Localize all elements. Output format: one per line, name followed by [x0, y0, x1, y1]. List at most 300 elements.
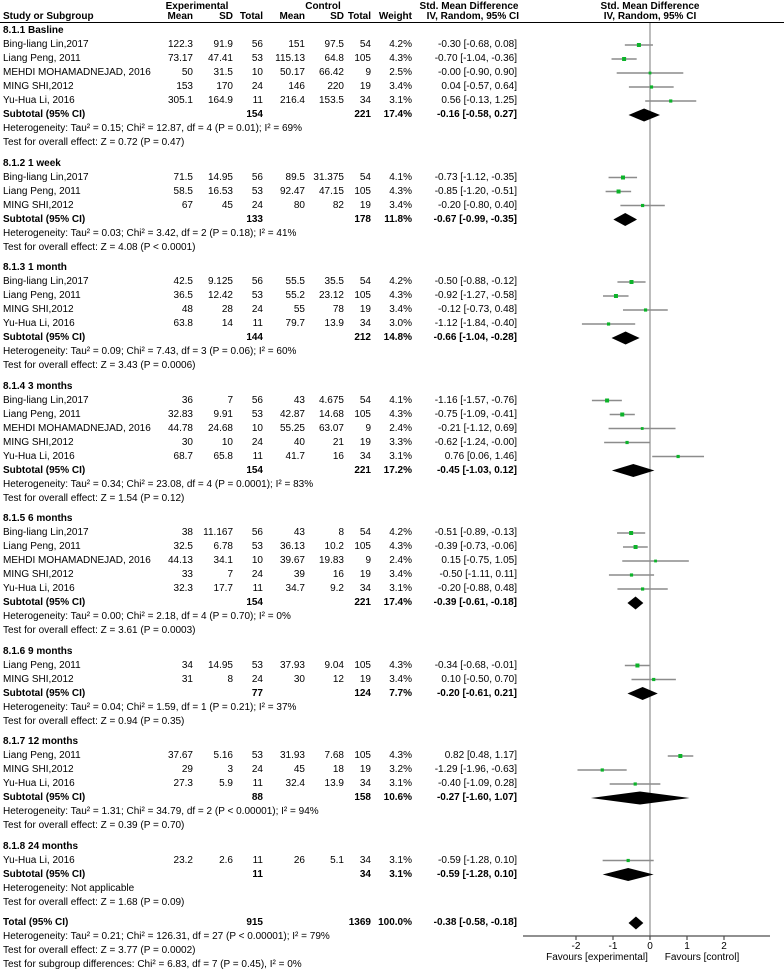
cell-smd-ci: 0.04 [-0.57, 0.64]	[441, 81, 517, 92]
cell-smd-ci: -0.59 [-1.28, 0.10]	[438, 854, 517, 866]
cell-sd-experimental: 24.68	[207, 422, 233, 434]
effect-marker	[607, 322, 610, 325]
cell-total-control: 19	[359, 673, 371, 685]
cell-sd-control: 14.68	[318, 408, 344, 420]
cell-weight: 11.8%	[384, 213, 412, 225]
overall-test-line: Test for overall effect: Z = 1.68 (P = 0.09)	[3, 896, 185, 908]
cell-total-control: 34	[359, 778, 371, 789]
cell-sd-experimental: 28	[221, 304, 233, 315]
heterogeneity-line: Heterogeneity: Tau² = 0.04; Chi² = 1.59, df = 1 (P = 0.21); I² = 37%	[3, 701, 297, 713]
subtotal-diamond	[627, 687, 657, 700]
cell-mean-control: 45	[293, 764, 305, 775]
heterogeneity-line: Heterogeneity: Tau² = 0.34; Chi² = 23.08, df = 4 (P = 0.0001); I² = 83%	[3, 478, 314, 490]
cell-study-name: Subtotal (95% CI)	[3, 687, 86, 699]
cell-mean-experimental: 32.3	[173, 583, 193, 594]
cell-total-experimental: 11	[252, 778, 263, 789]
subtotal-diamond	[612, 464, 655, 477]
section-label: 8.1.7 12 months	[3, 736, 79, 747]
cell-mean-experimental: 50	[181, 67, 193, 78]
effect-marker	[641, 204, 644, 207]
cell-mean-control: 41.7	[285, 450, 305, 462]
cell-total-experimental: 53	[251, 750, 263, 761]
cell-mean-control: 34.7	[285, 583, 305, 594]
cell-study-name: MING SHI,2012	[3, 764, 74, 775]
cell-total-control: 105	[354, 185, 371, 197]
cell-weight: 100.0%	[378, 917, 412, 928]
cell-mean-experimental: 34	[181, 659, 193, 671]
total-control-header: Total	[347, 11, 371, 22]
cell-total-experimental: 53	[251, 185, 263, 197]
total-diamond	[629, 917, 644, 930]
effect-marker	[621, 176, 625, 180]
cell-total-control: 54	[359, 527, 371, 538]
cell-smd-ci: -0.50 [-1.11, 0.11]	[439, 569, 517, 580]
cell-weight: 4.3%	[389, 185, 412, 197]
cell-total-control: 1369	[348, 917, 371, 928]
cell-mean-control: 36.13	[279, 541, 305, 552]
heterogeneity-line: Heterogeneity: Tau² = 0.15; Chi² = 12.87, df = 4 (P = 0.01); I² = 69%	[3, 123, 302, 134]
cell-sd-experimental: 31.5	[213, 67, 233, 78]
cell-total-experimental: 24	[251, 81, 263, 92]
cell-smd-ci: -0.51 [-0.89, -0.13]	[434, 527, 517, 538]
cell-total-control: 54	[359, 171, 371, 183]
cell-weight: 3.1%	[389, 854, 412, 866]
cell-mean-control: 43	[293, 394, 305, 406]
cell-mean-experimental: 33	[181, 569, 193, 580]
section-label: 8.1.6 9 months	[3, 645, 73, 657]
cell-smd-ci: -0.00 [-0.90, 0.90]	[438, 67, 517, 78]
cell-sd-control: 4.675	[318, 394, 344, 406]
cell-total-control: 34	[359, 868, 371, 880]
effect-marker	[641, 587, 644, 590]
cell-mean-experimental: 32.5	[173, 541, 193, 552]
cell-sd-experimental: 164.9	[207, 95, 233, 106]
cell-study-name: Liang Peng, 2011	[3, 290, 81, 301]
cell-sd-experimental: 9.91	[213, 408, 233, 420]
cell-total-experimental: 53	[251, 408, 263, 420]
effect-marker	[617, 190, 621, 194]
cell-total-control: 105	[354, 750, 371, 761]
cell-total-experimental: 53	[251, 290, 263, 301]
cell-mean-control: 55.25	[279, 422, 305, 434]
cell-sd-control: 5.1	[330, 854, 344, 866]
cell-study-name: Liang Peng, 2011	[3, 408, 81, 420]
cell-mean-control: 89.5	[285, 171, 305, 183]
mean-control-header: Mean	[279, 11, 305, 22]
cell-total-experimental: 56	[251, 276, 263, 287]
cell-sd-experimental: 91.9	[213, 39, 233, 50]
cell-sd-control: 78	[332, 304, 344, 315]
cell-total-control: 34	[359, 854, 371, 866]
cell-sd-control: 16	[332, 450, 344, 462]
cell-study-name: Yu-Hua Li, 2016	[3, 854, 75, 866]
cell-total-control: 54	[359, 276, 371, 287]
cell-study-name: Bing-liang Lin,2017	[3, 39, 89, 50]
cell-weight: 4.2%	[389, 276, 412, 287]
cell-total-experimental: 77	[251, 687, 263, 699]
cell-mean-control: 79.7	[285, 318, 305, 329]
effect-marker	[625, 441, 628, 444]
effect-marker	[669, 99, 672, 102]
cell-mean-experimental: 32.83	[167, 408, 193, 420]
effect-marker	[629, 531, 633, 535]
cell-sd-control: 9.2	[330, 583, 344, 594]
cell-weight: 3.2%	[389, 764, 412, 775]
cell-weight: 3.4%	[389, 81, 412, 92]
cell-total-control: 54	[359, 39, 371, 50]
cell-total-experimental: 53	[251, 659, 263, 671]
effect-marker	[622, 57, 626, 61]
section-label: 8.1.4 3 months	[3, 380, 73, 392]
cell-sd-control: 9.04	[324, 659, 344, 671]
cell-study-name: Subtotal (95% CI)	[3, 213, 86, 225]
cell-total-experimental: 53	[251, 53, 263, 64]
cell-study-name: MING SHI,2012	[3, 673, 74, 685]
tick-label: -2	[571, 941, 581, 952]
cell-sd-experimental: 5.9	[219, 778, 233, 789]
effect-marker	[641, 427, 644, 430]
cell-total-control: 9	[365, 555, 371, 566]
cell-weight: 2.5%	[389, 67, 412, 78]
cell-smd-ci: -0.45 [-1.03, 0.12]	[436, 464, 517, 476]
cell-smd-ci: -0.75 [-1.09, -0.41]	[434, 408, 517, 420]
tick-label: 1	[684, 941, 690, 952]
cell-mean-control: 30	[293, 673, 305, 685]
cell-total-experimental: 11	[252, 450, 263, 462]
cell-mean-experimental: 37.67	[167, 750, 193, 761]
cell-weight: 4.3%	[389, 750, 412, 761]
cell-study-name: Subtotal (95% CI)	[3, 792, 86, 803]
cell-total-control: 19	[359, 569, 371, 580]
cell-total-control: 19	[359, 199, 371, 211]
cell-weight: 7.7%	[389, 687, 412, 699]
sd-control-header: SD	[330, 11, 344, 22]
cell-smd-ci: -0.73 [-1.12, -0.35]	[434, 171, 517, 183]
section-label: 8.1.2 1 week	[3, 157, 61, 169]
cell-total-experimental: 24	[251, 569, 263, 580]
cell-total-experimental: 154	[246, 109, 263, 120]
cell-smd-ci: -0.20 [-0.61, 0.21]	[436, 687, 517, 699]
cell-mean-control: 39.67	[279, 555, 305, 566]
cell-mean-control: 151	[288, 39, 305, 50]
subtotal-diamond	[629, 109, 660, 122]
cell-study-name: Total (95% CI)	[3, 917, 69, 928]
cell-total-control: 9	[365, 67, 371, 78]
section-label: 8.1.3 1 month	[3, 262, 67, 273]
cell-smd-ci: -1.16 [-1.57, -0.76]	[434, 394, 517, 406]
overall-test-line: Test for overall effect: Z = 3.43 (P = 0.0006)	[3, 360, 196, 371]
cell-study-name: MEHDI MOHAMADNEJAD, 2016	[3, 422, 151, 434]
cell-mean-control: 32.4	[285, 778, 305, 789]
cell-smd-ci: -0.62 [-1.24, -0.00]	[434, 436, 517, 448]
effect-measure-header-plot-column: Std. Mean Difference	[600, 1, 700, 12]
cell-sd-control: 10.2	[324, 541, 344, 552]
cell-weight: 4.3%	[389, 659, 412, 671]
sd-experimental-header: SD	[219, 11, 233, 22]
cell-study-name: Yu-Hua Li, 2016	[3, 95, 75, 106]
cell-total-experimental: 56	[251, 171, 263, 183]
cell-mean-control: 26	[293, 854, 305, 866]
cell-smd-ci: -0.20 [-0.88, 0.48]	[438, 583, 517, 594]
cell-sd-control: 47.15	[318, 185, 344, 197]
cell-sd-control: 23.12	[318, 290, 344, 301]
cell-weight: 4.3%	[389, 53, 412, 64]
effect-measure-header-text-column: Std. Mean Difference	[419, 1, 519, 12]
cell-weight: 3.4%	[389, 569, 412, 580]
cell-total-control: 221	[354, 464, 371, 476]
effect-marker	[605, 399, 609, 403]
cell-smd-ci: -0.85 [-1.20, -0.51]	[434, 185, 517, 197]
cell-mean-experimental: 36	[181, 394, 193, 406]
cell-sd-experimental: 34.1	[213, 555, 233, 566]
cell-total-experimental: 10	[251, 67, 263, 78]
cell-total-experimental: 88	[251, 792, 263, 803]
effect-marker	[650, 85, 653, 88]
cell-study-name: MEHDI MOHAMADNEJAD, 2016	[3, 67, 151, 78]
cell-total-experimental: 24	[251, 436, 263, 448]
cell-total-experimental: 915	[246, 917, 263, 928]
cell-mean-experimental: 23.2	[173, 854, 193, 866]
section-label: 8.1.1 Basline	[3, 25, 64, 36]
cell-smd-ci: -0.20 [-0.80, 0.40]	[438, 199, 517, 211]
cell-total-control: 105	[354, 659, 371, 671]
cell-sd-control: 16	[332, 569, 344, 580]
cell-smd-ci: 0.15 [-0.75, 1.05]	[441, 555, 517, 566]
cell-total-experimental: 154	[246, 597, 263, 608]
cell-sd-experimental: 8	[227, 673, 233, 685]
cell-smd-ci: -0.70 [-1.04, -0.36]	[434, 53, 517, 64]
cell-weight: 4.2%	[389, 527, 412, 538]
cell-total-experimental: 24	[251, 673, 263, 685]
cell-study-name: Bing-liang Lin,2017	[3, 276, 89, 287]
cell-sd-experimental: 7	[227, 569, 233, 580]
cell-total-control: 178	[354, 213, 371, 225]
cell-total-control: 105	[354, 290, 371, 301]
cell-weight: 4.3%	[389, 408, 412, 420]
cell-total-experimental: 24	[251, 199, 263, 211]
section-label: 8.1.5 6 months	[3, 513, 73, 524]
cell-smd-ci: -1.12 [-1.84, -0.40]	[434, 318, 517, 329]
cell-smd-ci: 0.76 [0.06, 1.46]	[444, 450, 517, 462]
cell-study-name: Bing-liang Lin,2017	[3, 394, 89, 406]
cell-study-name: Subtotal (95% CI)	[3, 464, 86, 476]
cell-total-experimental: 11	[252, 868, 263, 880]
cell-mean-control: 92.47	[279, 185, 305, 197]
cell-sd-experimental: 17.7	[213, 583, 233, 594]
cell-study-name: Bing-liang Lin,2017	[3, 171, 89, 183]
cell-sd-control: 64.8	[324, 53, 344, 64]
overall-test-line: Test for overall effect: Z = 3.77 (P = 0.0002)	[3, 945, 196, 956]
effect-marker	[634, 782, 637, 785]
cell-sd-experimental: 10	[221, 436, 233, 448]
cell-study-name: Bing-liang Lin,2017	[3, 527, 89, 538]
cell-mean-control: 146	[288, 81, 305, 92]
cell-total-experimental: 133	[246, 213, 263, 225]
cell-weight: 3.4%	[389, 304, 412, 315]
favours-right-label: Favours [control]	[664, 952, 740, 963]
cell-weight: 17.4%	[383, 109, 412, 120]
overall-test-line: Test for overall effect: Z = 0.94 (P = 0.35)	[3, 715, 185, 727]
cell-total-experimental: 10	[251, 422, 263, 434]
cell-sd-control: 8	[338, 527, 344, 538]
cell-study-name: Yu-Hua Li, 2016	[3, 583, 75, 594]
cell-sd-control: 13.9	[324, 318, 344, 329]
effect-marker	[601, 768, 604, 771]
cell-mean-control: 37.93	[279, 659, 305, 671]
cell-total-experimental: 24	[251, 304, 263, 315]
cell-total-control: 34	[359, 450, 371, 462]
cell-smd-ci: -0.50 [-0.88, -0.12]	[434, 276, 517, 287]
cell-mean-control: 55	[293, 304, 305, 315]
effect-marker	[678, 754, 682, 758]
cell-smd-ci: -0.16 [-0.58, 0.27]	[436, 109, 517, 120]
tick-label: -1	[608, 941, 618, 952]
cell-mean-control: 31.93	[279, 750, 305, 761]
cell-sd-control: 153.5	[318, 95, 344, 106]
cell-mean-experimental: 44.78	[167, 422, 193, 434]
cell-smd-ci: -0.34 [-0.68, -0.01]	[434, 659, 517, 671]
cell-study-name: Liang Peng, 2011	[3, 541, 81, 552]
cell-smd-ci: -0.39 [-0.73, -0.06]	[434, 541, 517, 552]
cell-study-name: Yu-Hua Li, 2016	[3, 778, 75, 789]
cell-sd-experimental: 170	[216, 81, 233, 92]
cell-sd-control: 63.07	[318, 422, 344, 434]
effect-marker	[634, 545, 638, 549]
cell-weight: 14.8%	[383, 332, 412, 343]
cell-sd-experimental: 2.6	[219, 854, 233, 866]
cell-sd-control: 18	[332, 764, 344, 775]
cell-total-experimental: 56	[251, 39, 263, 50]
effect-marker	[630, 280, 634, 284]
effect-marker	[627, 859, 630, 862]
cell-sd-control: 19.83	[318, 555, 344, 566]
cell-total-control: 105	[354, 408, 371, 420]
cell-total-control: 54	[359, 394, 371, 406]
cell-sd-control: 13.9	[324, 778, 344, 789]
cell-mean-control: 43	[293, 527, 305, 538]
cell-total-control: 158	[354, 792, 371, 803]
cell-total-experimental: 10	[251, 555, 263, 566]
cell-mean-control: 40	[293, 436, 305, 448]
weight-column-header: Weight	[378, 11, 412, 22]
cell-weight: 3.4%	[389, 673, 412, 685]
effect-marker	[614, 294, 618, 298]
cell-smd-ci: -0.59 [-1.28, 0.10]	[436, 868, 517, 880]
cell-weight: 4.1%	[389, 394, 412, 406]
cell-weight: 17.4%	[383, 597, 412, 608]
cell-mean-experimental: 44.13	[167, 555, 193, 566]
cell-smd-ci: 0.10 [-0.50, 0.70]	[441, 673, 517, 685]
cell-mean-experimental: 305.1	[167, 95, 193, 106]
cell-sd-experimental: 16.53	[207, 185, 233, 197]
cell-weight: 2.4%	[389, 555, 412, 566]
cell-study-name: MING SHI,2012	[3, 569, 74, 580]
cell-total-control: 19	[359, 304, 371, 315]
cell-sd-control: 220	[327, 81, 344, 92]
cell-study-name: Subtotal (95% CI)	[3, 109, 86, 120]
cell-study-name: Yu-Hua Li, 2016	[3, 450, 75, 462]
cell-smd-ci: -0.30 [-0.68, 0.08]	[438, 39, 517, 50]
cell-sd-control: 66.42	[318, 67, 344, 78]
cell-sd-experimental: 5.16	[213, 750, 233, 761]
cell-sd-experimental: 12.42	[207, 290, 233, 301]
total-experimental-header: Total	[239, 11, 263, 22]
cell-weight: 3.0%	[389, 318, 412, 329]
cell-total-control: 221	[354, 597, 371, 608]
cell-weight: 3.1%	[389, 868, 412, 880]
cell-total-experimental: 11	[252, 854, 263, 866]
cell-study-name: Subtotal (95% CI)	[3, 597, 86, 608]
cell-mean-control: 39	[293, 569, 305, 580]
cell-total-control: 221	[354, 109, 371, 120]
cell-study-name: Subtotal (95% CI)	[3, 868, 86, 880]
cell-mean-control: 55.5	[285, 276, 305, 287]
cell-total-experimental: 11	[252, 583, 263, 594]
effect-marker	[630, 573, 633, 576]
cell-weight: 3.1%	[389, 450, 412, 462]
cell-total-control: 105	[354, 53, 371, 64]
cell-mean-experimental: 27.3	[173, 778, 193, 789]
favours-left-label: Favours [experimental]	[546, 952, 648, 963]
subtotal-diamond	[612, 332, 640, 345]
heterogeneity-line: Heterogeneity: Tau² = 0.09; Chi² = 7.43, df = 3 (P = 0.06); I² = 60%	[3, 346, 297, 357]
study-column-header: Study or Subgroup	[3, 11, 94, 22]
cell-mean-experimental: 68.7	[173, 450, 193, 462]
heterogeneity-line: Heterogeneity: Not applicable	[3, 882, 135, 894]
cell-smd-ci: -0.67 [-0.99, -0.35]	[433, 213, 517, 225]
cell-smd-ci: -0.38 [-0.58, -0.18]	[433, 917, 517, 928]
overall-test-line: Test for overall effect: Z = 1.54 (P = 0.12)	[3, 492, 185, 504]
cell-weight: 3.4%	[389, 199, 412, 211]
cell-weight: 3.1%	[389, 583, 412, 594]
cell-weight: 3.3%	[389, 436, 412, 448]
cell-sd-experimental: 7	[227, 394, 233, 406]
cell-weight: 4.2%	[389, 39, 412, 50]
cell-smd-ci: 0.82 [0.48, 1.17]	[444, 750, 517, 761]
cell-smd-ci: -0.66 [-1.04, -0.28]	[433, 332, 517, 343]
cell-total-control: 19	[359, 436, 371, 448]
cell-study-name: MING SHI,2012	[3, 81, 74, 92]
cell-sd-experimental: 9.125	[207, 276, 233, 287]
cell-weight: 2.4%	[389, 422, 412, 434]
cell-sd-control: 31.375	[313, 171, 344, 183]
cell-mean-control: 42.87	[279, 408, 305, 420]
cell-smd-ci: -0.40 [-1.09, 0.28]	[438, 778, 517, 789]
cell-mean-control: 50.17	[279, 67, 305, 78]
subtotal-diamond	[613, 213, 637, 226]
overall-test-line: Test for overall effect: Z = 0.39 (P = 0.70)	[3, 820, 185, 831]
cell-mean-experimental: 73.17	[167, 53, 193, 64]
cell-total-experimental: 56	[251, 527, 263, 538]
cell-mean-experimental: 71.5	[173, 171, 193, 183]
effect-marker	[620, 413, 624, 417]
heterogeneity-line: Heterogeneity: Tau² = 1.31; Chi² = 34.79, df = 2 (P < 0.00001); I² = 94%	[3, 806, 319, 817]
cell-total-control: 34	[359, 583, 371, 594]
cell-total-experimental: 11	[252, 318, 263, 329]
cell-weight: 3.1%	[389, 95, 412, 106]
heterogeneity-line: Heterogeneity: Tau² = 0.03; Chi² = 3.42, df = 2 (P = 0.18); I² = 41%	[3, 227, 297, 239]
cell-total-experimental: 53	[251, 541, 263, 552]
cell-sd-experimental: 45	[221, 199, 233, 211]
subtotal-diamond	[627, 597, 643, 610]
cell-smd-ci: -0.12 [-0.73, 0.48]	[438, 304, 517, 315]
effect-marker	[677, 455, 680, 458]
effect-marker	[635, 664, 639, 668]
heterogeneity-line: Heterogeneity: Tau² = 0.21; Chi² = 126.31, df = 27 (P < 0.00001); I² = 79%	[3, 931, 330, 942]
cell-smd-ci: -0.39 [-0.61, -0.18]	[433, 597, 517, 608]
tick-label: 0	[647, 941, 653, 952]
cell-study-name: MING SHI,2012	[3, 436, 74, 448]
